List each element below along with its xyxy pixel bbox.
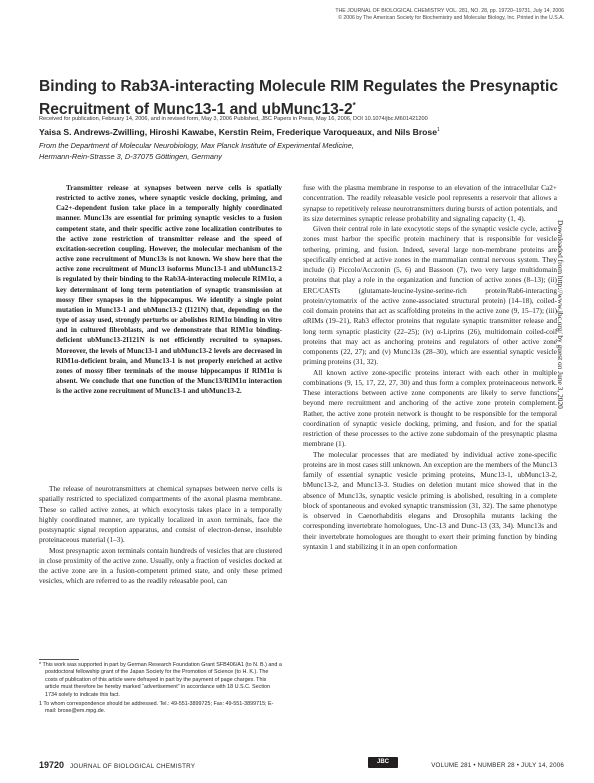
footnotes xyxy=(39,662,282,718)
page-footer-left xyxy=(39,760,195,770)
body-paragraph: The release of neurotransmitters at chemical synapses between nerve cells is spatially restricted to specialized compartments of the axonal plasma membrane. These so called active zones, at which exocytosis takes place in a temporally highly coordinated manner, are typically localized in axon terminals, face the postsynaptic signal reception apparatus, and consist of electron-dense, insoluble proteinaceous material (1–3). xyxy=(39,484,282,545)
author-list xyxy=(39,127,440,137)
body-paragraph: The molecular processes that are mediated by individual active zone-specific proteins are in most cases still unknown. An exception are the members of the Munc13 family of essential synaptic vesicle priming proteins, Munc13-1, ubMunc13-2, bMunc13-2, and Munc13-3. Studies on deletion mutant mice showed that in the absence of Munc13s, synaptic vesicle priming is abolished, resulting in a complete block of spontaneous and evoked synaptic transmission (31, 32). The same phenotype is observed in Caenorhabditis elegans and Drosophila mutants lacking the corresponding invertebrate homologues, Unc-13 and Dunc-13 (33, 34). Munc13s and their invertebrate homologues are thought to exert their priming function by binding syntaxin 1 and stabilizing it in an open conformation xyxy=(303,449,557,551)
header-line-citation: THE JOURNAL OF BIOLOGICAL CHEMISTRY VOL. 281, NO. 28, pp. 19720–19731, July 14, 2006 xyxy=(335,8,564,14)
abstract-text: Transmitter release at synapses between nerve cells is spatially restricted to active zones, where synaptic vesicle docking, priming, and Ca2+-dependent fusion take place in a temporally highly coordinated manner. Munc13s are essential for priming synaptic vesicles to a fusion competent state, and their specific active zone localization contributes to the active zone restriction of transmitter release and the speed of excitation-secretion coupling. However, the molecular mechanism of the active zone recruitment of Munc13s is not known. We show here that the active zone recruitment of Munc13 isoforms Munc13-1 and ubMunc13-2 is regulated by their binding to the Rab3A-interacting molecule RIM1α, a key determinant of long term potentiation of synaptic transmission at mossy fiber synapses in the hippocampus. We identify a single point mutation in Munc13-1 and ubMunc13-2 (I121N) that, depending on the type of assay used, strongly perturbs or abolishes RIM1α binding in vitro and in cultured fibroblasts, and we demonstrate that RIM1α binding-deficient ubMunc13-2I121N is not efficiently recruited to synapses. Moreover, the levels of Munc13-1 and ubMunc13-2 levels are decreased in RIM1α-deficient brain, and Munc13-1 is not properly enriched at active zones of mossy fiber terminals of the mouse hippocampus if RIM1α is absent. We conclude that one function of the Munc13/RIM1α interaction is the active zone recruitment of Munc13-1 and ubMunc13-2. xyxy=(56,184,282,396)
download-sidenote: Downloaded from http://www.jbc.org/ by guest on June 3, 2020 xyxy=(556,220,565,409)
authors-text: Yaisa S. Andrews-Zwilling, Hiroshi Kawabe, Kerstin Reim, Frederique Varoqueaux, and Nils Brose xyxy=(39,127,437,137)
affiliation xyxy=(39,140,369,162)
footnote-divider xyxy=(39,659,79,660)
intro-left-column xyxy=(39,484,282,587)
footnote-funding: * This work was supported in part by German Research Foundation Grant SFB406/A1 (to N. B.) and a postdoctoral fellowship grant of the Japan Society for the Promotion of Science (to H. K.). The costs of publication of this article were defrayed in part by the payment of page charges. This article must therefore be hereby marked “advertisement” in accordance with 18 U.S.C. Section 1734 solely to indicate this fact. xyxy=(39,662,282,698)
title-footnote-mark: * xyxy=(352,101,356,110)
article-title xyxy=(39,77,559,119)
abstract xyxy=(56,183,282,396)
journal-name: JOURNAL OF BIOLOGICAL CHEMISTRY xyxy=(69,763,196,770)
body-paragraph: Given their central role in late exocytotic steps of the synaptic vesicle cycle, active zones must harbor the specific protein machinery that is responsible for vesicle tethering, priming, and fusion. Indeed, several large non-membrane proteins are specifically enriched at active zones in the mammalian central nervous system. They include (i) Piccolo/Acczonin (5, 6) and Bassoon (7), two very large multidomain proteins that play a role in the organization and function of active zones (8–13); (ii) ERC/CASTs (glutamate-leucine-lysine-serine-rich protein/Rab6-interacting protein/cytomatrix of the active zone-associated structural protein) (14–18), coiled-coil domain proteins that act as scaffolding proteins in the active zone (9, 15–17); (iii) αRIMs (19–21), Rab3 effector proteins that regulate synaptic transmitter release and long term synaptic plasticity (22–25); (iv) α-Liprins (26), multidomain coiled-coil proteins that may act as anchoring proteins and regulators of other active zone components (22, 27); and (v) Munc13s (28–30), which are essential synaptic vesicle priming proteins (31, 32). xyxy=(303,224,557,367)
footnote-correspondence: 1 To whom correspondence should be addressed. Tel.: 49-551-3899725; Fax: 49-551-3899715; E-mail: brose@em.mpg.de. xyxy=(39,701,274,715)
received-dates: Received for publication, February 14, 2006, and in revised form, May 3, 2006 Published, JBC Papers in Press, May 16, 2006, DOI 10.1074/jbc.M601421200 xyxy=(39,116,428,122)
journal-header xyxy=(335,8,564,22)
body-paragraph: Most presynaptic axon terminals contain hundreds of vesicles that are clustered in close proximity of the active zone. Usually, only a fraction of vesicles docked at the active zone are in a fusion-competent primed state, and only these primed vesicles, which are referred to as the readily releasable pool, can xyxy=(39,545,282,586)
issue-info: VOLUME 281 • NUMBER 28 • JULY 14, 2006 xyxy=(431,762,564,769)
intro-right-column xyxy=(303,183,557,552)
affiliation-line-1: From the Department of Molecular Neurobiology, Max Planck Institute of Experimental Medicine, xyxy=(39,141,354,150)
body-paragraph: fuse with the plasma membrane in response to an elevation of the intracellular Ca2+ concentration. The readily releasable vesicle pool represents a reservoir that allows a synapse to repetitively release neurotransmitters during bursts of action potentials, and its size determines synaptic release probability and signaling capacity (1, 4). xyxy=(303,183,557,223)
page-number: 19720 xyxy=(39,760,65,770)
affiliation-line-2: Hermann-Rein-Strasse 3, D-37075 Göttingen, Germany xyxy=(39,152,222,161)
body-paragraph: All known active zone-specific proteins interact with each other in multiple combinations (9, 15, 17, 22, 27, 30) and thus form a complex proteinaceous network. These interactions between active zone components are likely to serve functions beyond mere recruitment and anchoring of the active zone protein complement. Rather, the active zone protein network is thought to be responsible for the temporal coordination of synaptic vesicle docking, priming, and fusion, and for the spatial restriction of these processes to the active zone subdomain of the presynaptic plasma membrane (1). xyxy=(303,367,557,449)
jbc-logo: JBC xyxy=(368,757,398,768)
title-text: Binding to Rab3A-interacting Molecule RIM Regulates the Presynaptic Recruitment of Munc13-1 and ubMunc13-2 xyxy=(39,78,559,119)
header-line-copyright: © 2006 by The American Society for Biochemistry and Molecular Biology, Inc. Printed in the U.S.A. xyxy=(338,14,564,21)
author-footnote-mark: 1 xyxy=(436,127,440,134)
